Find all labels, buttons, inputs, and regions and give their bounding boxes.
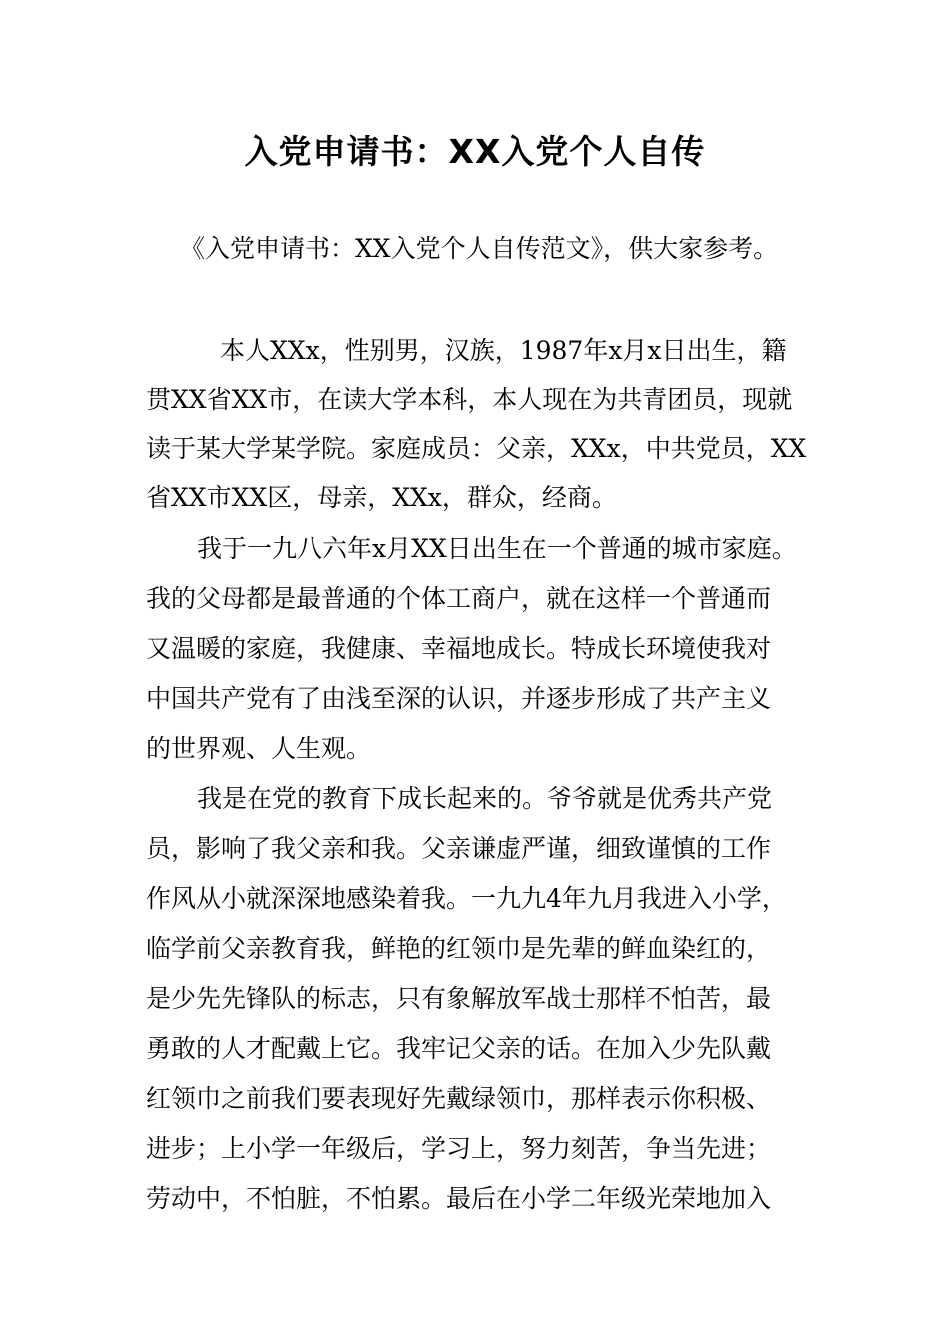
paragraph-line: 我于一九八六年x月XX日出生在一个普通的城市家庭。 [197,534,797,563]
paragraph-line: 作风从小就深深地感染着我。一九九4年九月我进入小学， [146,884,787,913]
paragraph-line: 员，影响了我父亲和我。父亲谦虚严谨，细致谨慎的工作 [146,834,772,863]
paragraph-line: 勇敢的人才配戴上它。我牢记父亲的话。在加入少先队戴 [146,1034,772,1063]
paragraph-line: 临学前父亲教育我，鲜艳的红领巾是先辈的鲜血染红的， [146,934,772,963]
paragraph-line: 红领巾之前我们要表现好先戴绿领巾，那样表示你积极、 [146,1084,772,1113]
paragraph-line: 本人XXx，性别男，汉族，1987年x月x日出生，籍 [220,336,787,365]
paragraph-line: 我是在党的教育下成长起来的。爷爷就是优秀共产党 [197,784,773,813]
paragraph-line: 读于某大学某学院。家庭成员：父亲，XXx，中共党员，XX [146,434,807,463]
paragraph-line: 贯XX省XX市，在读大学本科，本人现在为共青团员，现就 [146,385,793,414]
paragraph-line: 劳动中，不怕脏，不怕累。最后在小学二年级光荣地加入 [146,1184,772,1213]
intro-line: 《入党申请书：XX入党个人自传范文》，供大家参考。 [180,234,779,263]
paragraph-line: 进步；上小学一年级后，学习上，努力刻苦，争当先进； [146,1134,772,1163]
paragraph-line: 又温暖的家庭，我健康、幸福地成长。特成长环境使我对 [146,634,772,663]
paragraph-line: 中国共产党有了由浅至深的认识，并逐步形成了共产主义 [146,684,772,713]
paragraph-line: 我的父母都是最普通的个体工商户，就在这样一个普通而 [146,584,772,613]
paragraph-line: 省XX市XX区，母亲，XXx，群众，经商。 [146,483,617,512]
paragraph-line: 是少先先锋队的标志，只有象解放军战士那样不怕苦，最 [146,984,772,1013]
document-title: 入党申请书：XX入党个人自传 [244,132,706,171]
paragraph-line: 的世界观、人生观。 [146,734,372,763]
